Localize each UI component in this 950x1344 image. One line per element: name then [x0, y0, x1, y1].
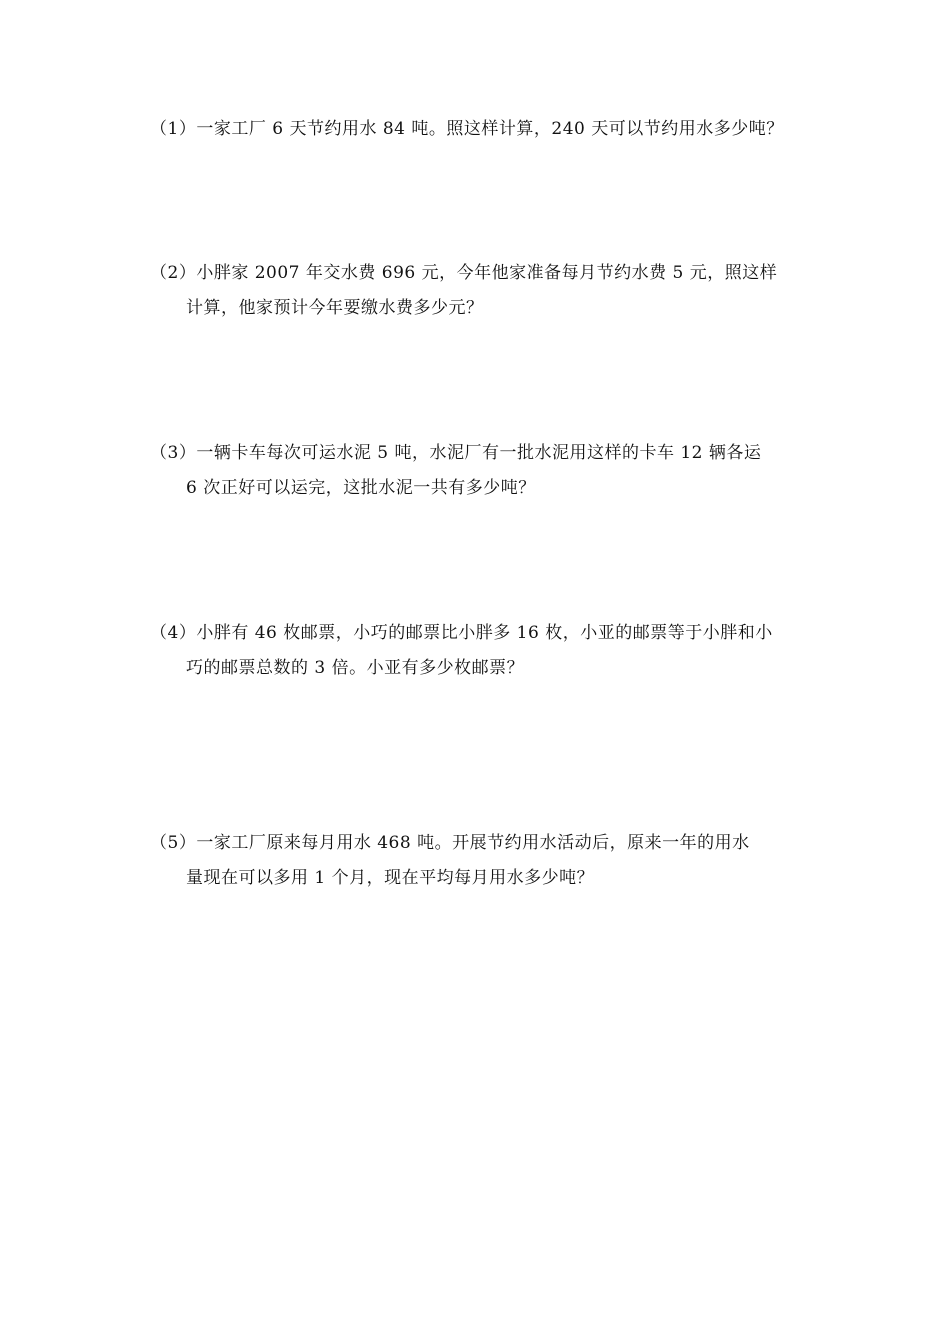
problem-5	[150, 826, 810, 896]
problem-4-line-1: （4）小胖有 46 枚邮票，小巧的邮票比小胖多 16 枚，小亚的邮票等于小胖和小	[150, 623, 773, 643]
problem-2-line-2: 计算，他家预计今年要缴水费多少元？	[186, 298, 484, 318]
problem-3-line-1: （3）一辆卡车每次可运水泥 5 吨，水泥厂有一批水泥用这样的卡车 12 辆各运	[150, 443, 762, 463]
problem-5-line-2: 量现在可以多用 1 个月，现在平均每月用水多少吨？	[186, 868, 595, 888]
problem-2-line-1: （2）小胖家 2007 年交水费 696 元，今年他家准备每月节约水费 5 元，照这样	[150, 263, 778, 283]
problem-4	[150, 616, 810, 686]
problem-1	[150, 112, 810, 147]
problem-3	[150, 436, 810, 506]
problem-1-line-1: （1）一家工厂 6 天节约用水 84 吨。照这样计算，240 天可以节约用水多少吨？	[150, 119, 784, 139]
problem-4-line-2: 巧的邮票总数的 3 倍。小亚有多少枚邮票？	[186, 658, 525, 678]
problem-2	[150, 256, 810, 326]
problem-3-line-2: 6 次正好可以运完，这批水泥一共有多少吨？	[186, 478, 536, 498]
problem-5-line-1: （5）一家工厂原来每月用水 468 吨。开展节约用水活动后，原来一年的用水	[150, 833, 750, 853]
